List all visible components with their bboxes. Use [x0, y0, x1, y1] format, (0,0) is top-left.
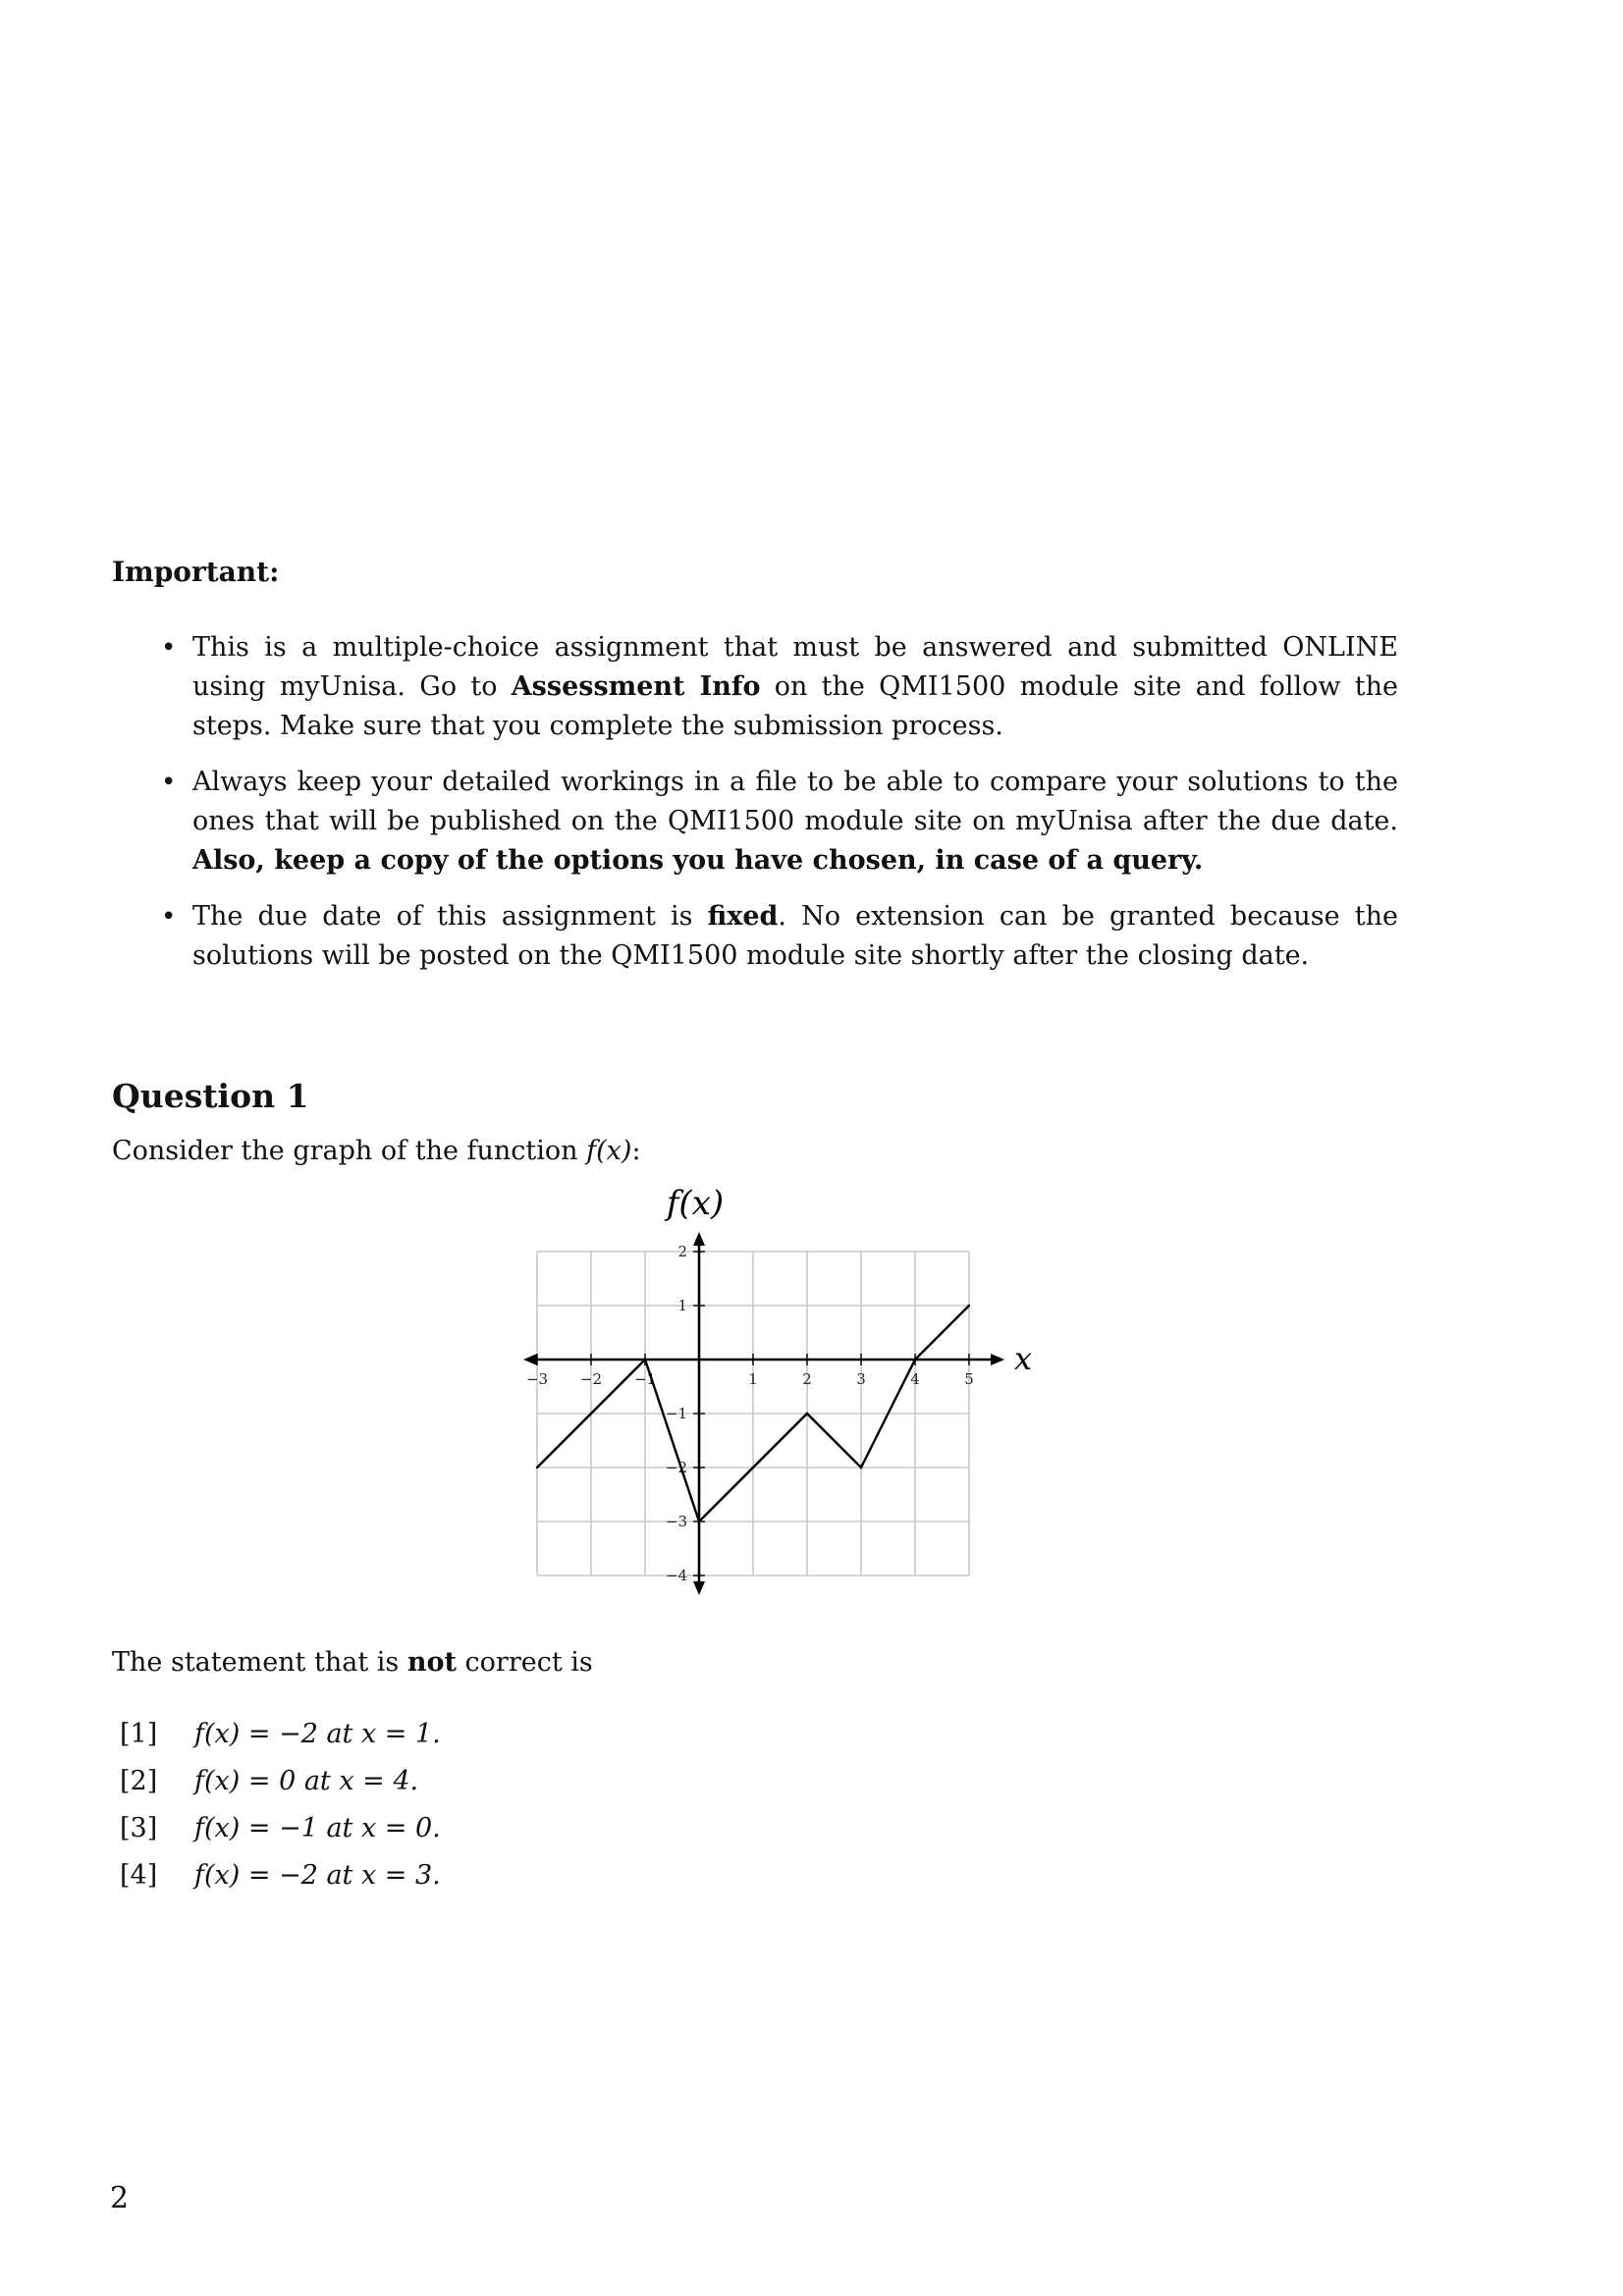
y-tick-label: −4: [665, 1567, 687, 1584]
series-vertex-point: [968, 1305, 970, 1307]
intro-math: f(x): [586, 1136, 632, 1166]
question-statement: [112, 1647, 593, 1678]
page-number: 2: [110, 2181, 130, 2216]
statement-text: The statement that is: [112, 1647, 407, 1678]
answer-option-1[interactable]: [120, 1710, 441, 1757]
y-tick-label: −3: [665, 1513, 687, 1530]
bullet-bold-text: Assessment Info: [511, 671, 761, 702]
x-tick-label: 3: [856, 1370, 866, 1388]
option-number: [3]: [120, 1812, 158, 1843]
option-text: f(x) = −2 at x = 1.: [194, 1718, 441, 1749]
option-number: [2]: [120, 1765, 158, 1796]
question-title: Question 1: [112, 1077, 309, 1115]
x-tick-label: 2: [802, 1370, 812, 1388]
series-vertex-point: [536, 1467, 538, 1468]
x-tick-label: 5: [964, 1370, 974, 1388]
bullet-text: The due date of this assignment is: [192, 901, 708, 932]
option-number: [1]: [120, 1718, 158, 1749]
option-text: f(x) = −1 at x = 0.: [194, 1812, 441, 1843]
answer-option-3[interactable]: [120, 1804, 441, 1851]
x-axis-arrow-right-icon: [991, 1354, 1004, 1365]
answer-options: [120, 1710, 441, 1898]
option-text: f(x) = −2 at x = 3.: [194, 1859, 441, 1891]
series-vertex-point: [644, 1359, 646, 1361]
bullet-dot-icon: •: [161, 633, 177, 663]
x-tick-label: 1: [748, 1370, 758, 1388]
bullet-item-due-date: [159, 897, 1398, 976]
y-tick-label: −1: [665, 1405, 687, 1422]
x-tick-label: −2: [579, 1370, 603, 1388]
graph-grid: [537, 1252, 969, 1575]
x-tick-label: 4: [910, 1370, 920, 1388]
statement-bold-text: not: [406, 1647, 457, 1678]
bullet-item-keep-workings: [159, 763, 1398, 881]
bullet-bold-text: fixed: [707, 901, 779, 932]
y-tick-label: 2: [677, 1243, 687, 1260]
series-vertex-point: [806, 1413, 808, 1415]
series-vertex-point: [860, 1467, 862, 1468]
y-tick-label: 1: [677, 1297, 687, 1314]
bullet-text: on the QMI1500 module site and follow the steps. Make sure that you complete the submission process.: [192, 671, 1398, 741]
intro-end: :: [631, 1136, 641, 1166]
series-vertex-point: [698, 1521, 700, 1522]
bullet-text: This is a multiple-choice assignment that must be answered and submitted ONLINE using myUnisa. Go to: [192, 632, 1398, 702]
important-bullet-list: [159, 628, 1398, 992]
option-text: f(x) = 0 at x = 4.: [194, 1765, 419, 1796]
answer-option-4[interactable]: [120, 1851, 441, 1898]
question-intro: [112, 1136, 641, 1166]
intro-text: Consider the graph of the function: [112, 1136, 587, 1166]
x-tick-label: −1: [633, 1370, 657, 1388]
y-tick-label: −2: [665, 1459, 687, 1476]
bullet-bold-text: Also, keep a copy of the options you have chosen, in case of a query.: [192, 845, 1204, 876]
important-heading: Important:: [112, 556, 280, 588]
bullet-text: Always keep your detailed workings in a file to be able to compare your solutions to the ones that will be published on the QMI1500 module site on myUnisa after the due date.: [192, 767, 1398, 836]
bullet-item-online-submission: [159, 628, 1398, 746]
x-axis-label: x: [1014, 1340, 1033, 1377]
function-graph: [491, 1178, 1080, 1610]
y-axis-arrow-down-icon: [693, 1581, 705, 1595]
y-axis-label: f(x): [666, 1184, 725, 1223]
bullet-text: . No extension can be granted because the solutions will be posted on the QMI1500 module site shortly after the closing date.: [192, 901, 1398, 971]
x-axis-arrow-left-icon: [523, 1354, 537, 1365]
answer-option-2[interactable]: [120, 1757, 441, 1804]
option-number: [4]: [120, 1859, 158, 1891]
statement-text: correct is: [456, 1647, 593, 1678]
bullet-dot-icon: •: [161, 902, 177, 932]
bullet-dot-icon: •: [161, 768, 177, 797]
x-tick-label: −3: [525, 1370, 549, 1388]
y-axis-arrow-up-icon: [693, 1232, 705, 1246]
series-vertex-point: [914, 1359, 916, 1361]
